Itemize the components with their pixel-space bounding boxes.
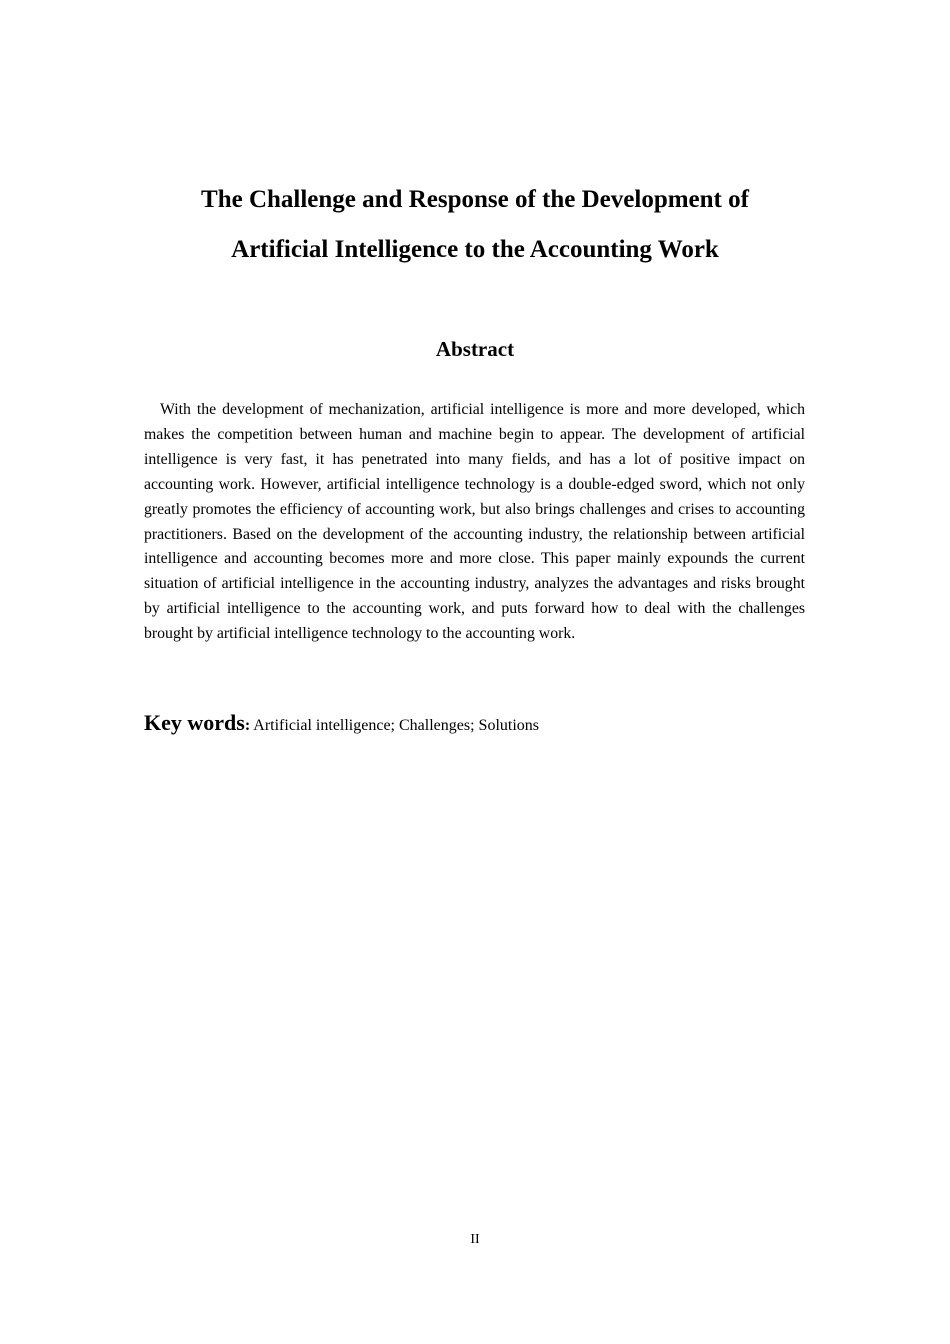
abstract-body: With the development of mechanization, artificial intelligence is more and more developed, which makes the competition between human and machine begin to appear. The development of artificial intelligence is very fast, it has penetrated into many fields, and has a lot of positive impact on accounting work. However, artificial intelligence technology is a double-edged sword, which not only greatly promotes the efficiency of accounting work, but also brings challenges and crises to accounting practitioners. Based on the development of the accounting industry, the relationship between artificial intelligence and accounting becomes more and more close. This paper mainly expounds the current situation of artificial intelligence in the accounting industry, analyzes the advantages and risks brought by artificial intelligence to the accounting work, and puts forward how to deal with the challenges brought by artificial intelligence technology to the accounting work. bbox=[144, 401, 805, 643]
abstract-heading: Abstract bbox=[435, 337, 515, 361]
keywords-label: Key words bbox=[144, 710, 245, 735]
keywords-values: Artificial intelligence; Challenges; Solutions bbox=[253, 717, 539, 734]
keywords-separator: : bbox=[244, 717, 251, 734]
keywords-line bbox=[144, 708, 805, 741]
title-line-1: The Challenge and Response of the Development of bbox=[201, 186, 749, 213]
title-line-2: Artificial Intelligence to the Accounting Work bbox=[231, 236, 719, 263]
page-number: II bbox=[470, 1232, 480, 1247]
